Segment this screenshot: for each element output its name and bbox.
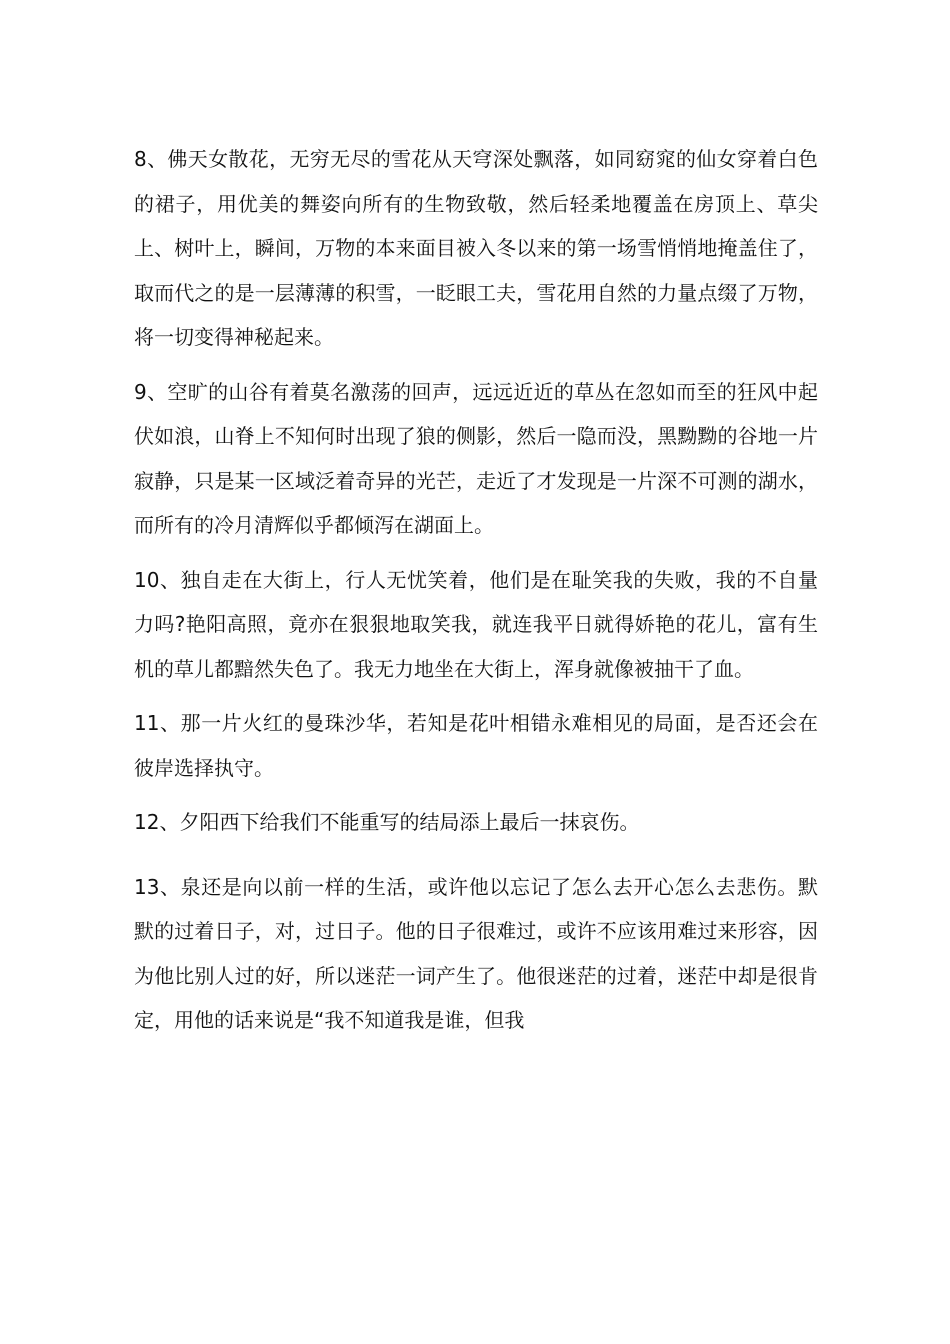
document-body xyxy=(134,137,818,1043)
paragraph-11: 11、那一片火红的曼珠沙华，若知是花叶相错永难相见的局面，是否还会在彼岸选择执守。 xyxy=(134,711,818,780)
paragraph-8: 8、佛天女散花，无穷无尽的雪花从天穹深处飘落，如同窈窕的仙女穿着白色的裙子，用优美的舞姿向所有的生物致敬，然后轻柔地覆盖在房顶上、草尖上、树叶上，瞬间，万物的本来面目被入冬以来的第一场雪悄悄地掩盖住了，取而代之的是一层薄薄的积雪，一眨眼工夫，雪花用自然的力量点缀了万物，将一切变得神秘起来。 xyxy=(134,147,818,349)
paragraph-9: 9、空旷的山谷有着莫名激荡的回声，远远近近的草丛在忽如而至的狂风中起伏如浪，山脊上不知何时出现了狼的侧影，然后一隐而没，黑黝黝的谷地一片寂静，只是某一区域泛着奇异的光芒，走近了才发现是一片深不可测的湖水，而所有的冷月清辉似乎都倾泻在湖面上。 xyxy=(134,379,818,537)
paragraph-12: 12、夕阳西下给我们不能重写的结局添上最后一抹哀伤。 xyxy=(134,810,640,834)
paragraph-10: 10、独自走在大街上，行人无忧笑着，他们是在耻笑我的失败，我的不自量力吗?艳阳高照，竟亦在狠狠地取笑我，就连我平日就得娇艳的花儿，富有生机的草儿都黯然失色了。我无力地坐在大街上，浑身就像被抽干了血。 xyxy=(134,567,818,681)
paragraph-13: 13、泉还是向以前一样的生活，或许他以忘记了怎么去开心怎么去悲伤。默默的过着日子，对，过日子。他的日子很难过，或许不应该用难过来形容，因为他比别人过的好，所以迷茫一词产生了。他很迷茫的过着，迷茫中却是很肯定，用他的话来说是“我不知道我是谁，但我 xyxy=(134,874,818,1032)
